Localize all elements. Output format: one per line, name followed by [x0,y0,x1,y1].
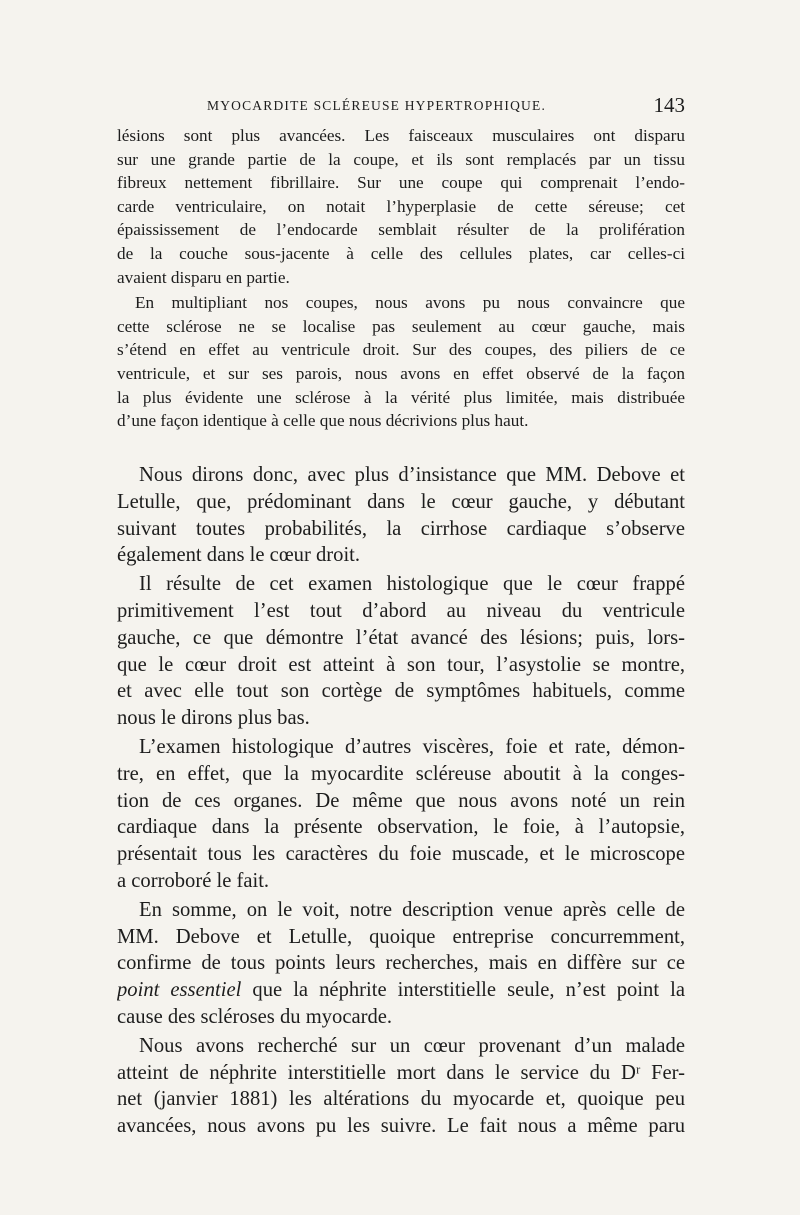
text-line: a corroboré le fait. [117,869,270,892]
text-line: fibreux nettement fibrillaire. Sur une coupe qui comprenait l’endo- [117,173,685,193]
italic-phrase: point essentiel [117,979,242,1002]
text-line: ventricule, et sur ses parois, nous avons en effet observé de la façon [117,363,685,383]
text-line: cause des scléroses du myocarde. [117,1005,393,1028]
text-line: Letulle, que, prédominant dans le cœur gauche, y débutant [117,490,685,513]
text-line: suivant toutes probabilités, la cirrhose cardiaque s’observe [117,517,685,540]
text-line: tre, en effet, que la myocardite scléreuse aboutit à la conges- [117,762,685,785]
text-line [117,977,685,1004]
running-header [117,93,687,119]
text-line: épaississement de l’endocarde semblait résulter de la prolifération [117,220,685,240]
text-line: cette sclérose ne se localise pas seulement au cœur gauche, mais [117,316,685,336]
text-line: sur une grande partie de la coupe, et ils sont remplacés par un tissu [117,149,685,169]
text-line: L’examen histologique d’autres viscères, foie et rate, démon- [139,735,685,758]
text-line: Nous dirons donc, avec plus d’insistance que MM. Debove et [139,464,685,486]
text-segment: que la néphrite interstitielle seule, n’est point la [241,979,685,1002]
text-line: gauche, ce que démontre l’état avancé des lésions; puis, lors- [117,626,685,649]
text-line: que le cœur droit est atteint à son tour, l’asystolie se montre, [117,653,685,676]
text-line: En multipliant nos coupes, nous avons pu nous convaincre que [135,293,685,313]
text-line: avancées, nous avons pu les suivre. Le fait nous a même paru [117,1115,685,1138]
text-line: de la couche sous-jacente à celle des cellules plates, car celles-ci [117,243,685,263]
text-line: présentait tous les caractères du foie muscade, et le microscope [117,843,685,866]
text-line: atteint de néphrite interstitielle mort dans le service du Dʳ Fer- [117,1061,685,1084]
running-title: MYOCARDITE SCLÉREUSE HYPERTROPHIQUE. [207,98,547,113]
text-line: carde ventriculaire, on notait l’hyperplasie de cette séreuse; cet [117,196,685,216]
text-line: net (janvier 1881) les altérations du myocarde et, quoique peu [117,1088,685,1111]
text-line: lésions sont plus avancées. Les faisceaux musculaires ont disparu [117,126,685,145]
small-print-block [117,124,685,433]
large-print-block [117,462,685,1140]
text-line: avaient disparu en partie. [117,267,290,287]
text-line: la plus évidente une sclérose à la vérité plus limitée, mais distribuée [117,387,685,407]
text-line: tion de ces organes. De même que nous avons noté un rein [117,789,685,812]
text-line: d’une façon identique à celle que nous décrivions plus haut. [117,411,529,431]
text-line: En somme, on le voit, notre description venue après celle de [139,898,685,921]
text-line: Nous avons recherché sur un cœur provenant d’un malade [139,1034,685,1057]
text-line: également dans le cœur droit. [117,544,361,567]
text-line: et avec elle tout son cortège de symptômes habituels, comme [117,680,685,703]
text-line: s’étend en effet au ventricule droit. Sur des coupes, des piliers de ce [117,340,685,360]
page-number: 143 [653,93,685,117]
text-line: cardiaque dans la présente observation, le foie, à l’autopsie, [117,816,685,839]
text-line: confirme de tous points leurs recherches, mais en diffère sur ce [117,952,685,975]
text-line: primitivement l’est tout d’abord au niveau du ventricule [117,599,685,622]
text-line: nous le dirons plus bas. [117,707,310,730]
text-line: Il résulte de cet examen histologique que le cœur frappé [139,573,685,596]
text-line: MM. Debove et Letulle, quoique entreprise concurremment, [117,925,685,948]
